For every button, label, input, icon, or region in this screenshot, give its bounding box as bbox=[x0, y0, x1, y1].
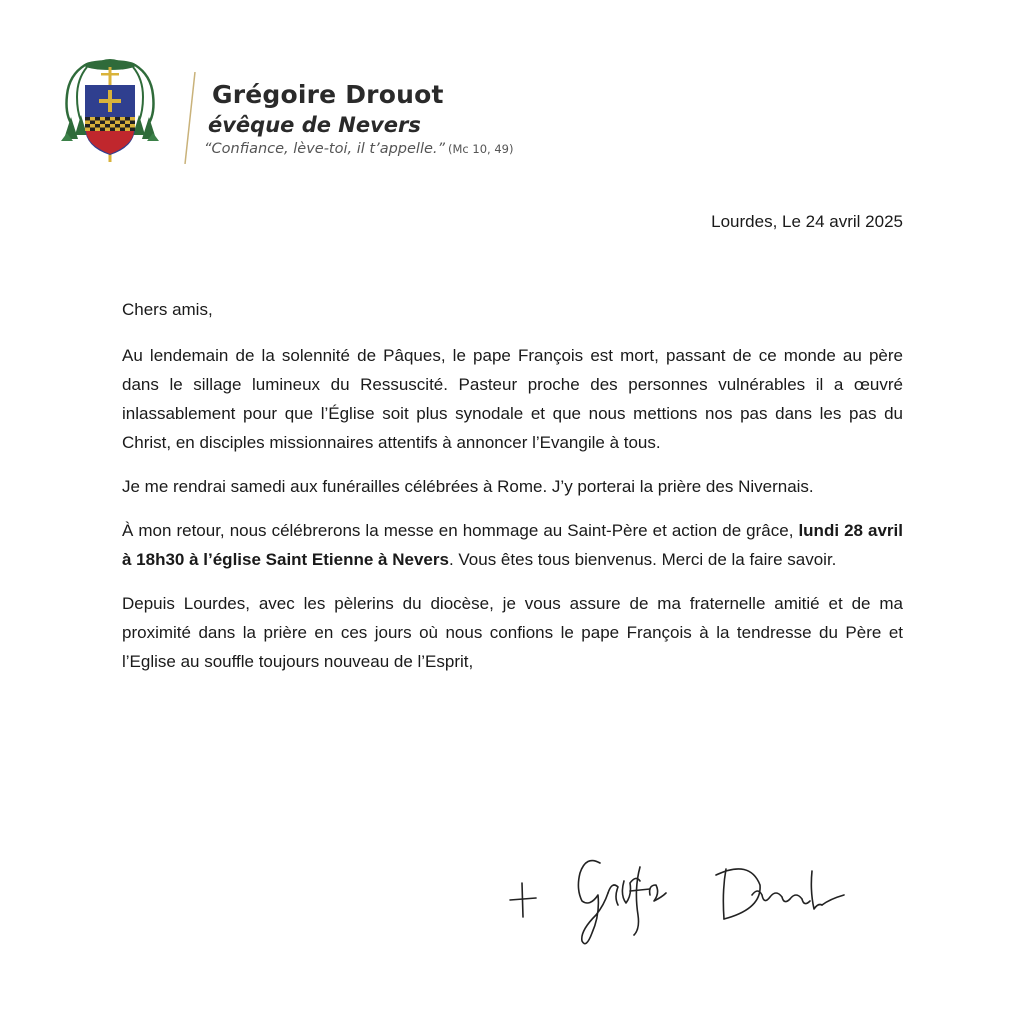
paragraph-3-text-2: . Vous êtes tous bienvenus. Merci de la faire savoir. bbox=[448, 550, 837, 569]
letter-date: Lourdes, Le 24 avril 2025 bbox=[711, 212, 903, 231]
handwritten-signature bbox=[500, 845, 860, 955]
author-title: évêque de Nevers bbox=[208, 113, 421, 137]
author-name: Grégoire Drouot bbox=[212, 80, 444, 109]
greeting: Chers amis, bbox=[122, 300, 213, 319]
header-divider bbox=[183, 72, 197, 164]
paragraph-2: Je me rendrai samedi aux funérailles célébrées à Rome. J’y porterai la prière des Nivernais. bbox=[122, 477, 814, 496]
coat-of-arms-logo bbox=[55, 55, 165, 165]
event-details: lundi 28 avril à 18h30 à l’église Saint Etienne à Nevers bbox=[122, 521, 903, 569]
motto bbox=[204, 141, 513, 157]
motto-reference: (Mc 10, 49) bbox=[448, 142, 514, 156]
motto-text: “Confiance, lève-toi, il t’appelle.” bbox=[204, 141, 446, 157]
paragraph-3 bbox=[122, 516, 903, 574]
letter-body bbox=[122, 295, 903, 691]
paragraph-3-text-1: À mon retour, nous célébrerons la messe en hommage au Saint-Père et action de grâce, bbox=[122, 521, 799, 540]
paragraph-1: Au lendemain de la solennité de Pâques, le pape François est mort, passant de ce monde au père dans le sillage lumineux du Ressuscité. Pasteur proche des personnes vulnérables il a œuvré inlassablement pour que l’Église soit plus synodale et que nous mettions nos pas dans les pas du Christ, en disciples missionnaires attentifs à annoncer l’Evangile à tous. bbox=[122, 346, 903, 452]
paragraph-4: Depuis Lourdes, avec les pèlerins du diocèse, je vous assure de ma fraternelle amitié et de ma proximité dans la prière en ces jours où nous confions le pape François à la tendresse du Père et l’Eglise au souffle toujours nouveau de l’Esprit, bbox=[122, 594, 903, 671]
